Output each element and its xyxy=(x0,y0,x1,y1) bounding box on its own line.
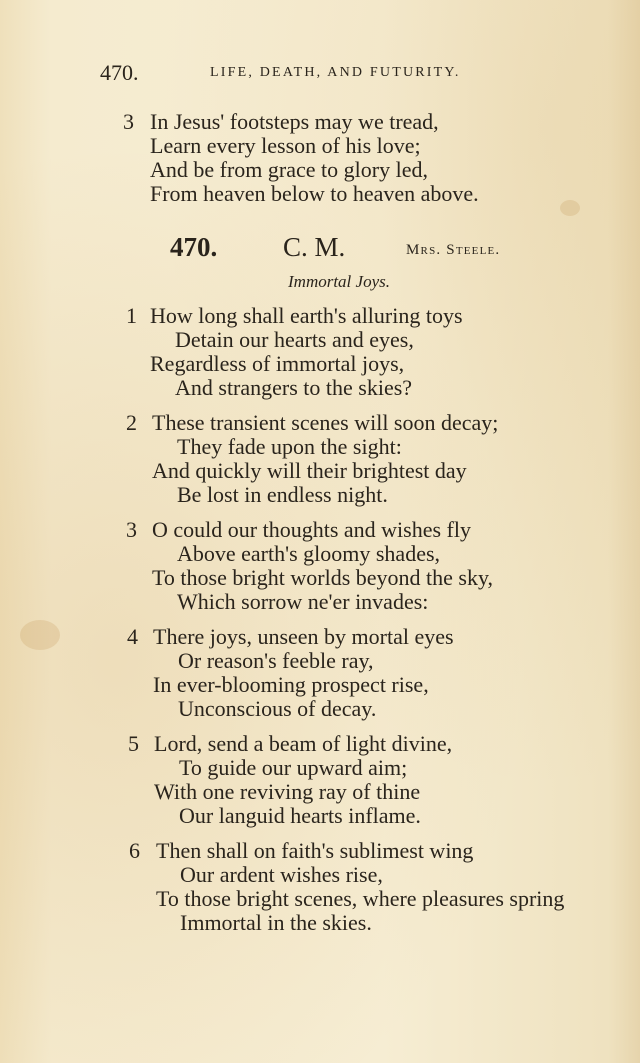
stanza-line: Learn every lesson of his love; xyxy=(150,133,421,158)
stanza-line: They fade upon the sight: xyxy=(177,434,402,459)
paper-stain xyxy=(20,620,60,650)
stanza-line: And quickly will their brightest day xyxy=(152,458,467,483)
stanza-line: There joys, unseen by mortal eyes xyxy=(153,624,454,649)
stanza-line: To those bright scenes, where pleasures spring xyxy=(156,886,565,911)
stanza-line: Our languid hearts inflame. xyxy=(179,803,421,828)
running-title: LIFE, DEATH, AND FUTURITY. xyxy=(210,65,461,80)
hymn-heading xyxy=(0,232,640,266)
stanza-line: Or reason's feeble ray, xyxy=(178,648,374,673)
stanza-line: O could our thoughts and wishes fly xyxy=(152,517,471,542)
stanza-number: 2 xyxy=(126,410,137,435)
stanza-line: How long shall earth's alluring toys xyxy=(150,303,463,328)
stanza-line: Our ardent wishes rise, xyxy=(180,862,383,887)
stanza-line: Then shall on faith's sublimest wing xyxy=(156,838,474,863)
hymn-title: Immortal Joys. xyxy=(288,272,390,291)
stanza-line: To those bright worlds beyond the sky, xyxy=(152,565,494,590)
stanza-line: Detain our hearts and eyes, xyxy=(175,327,414,352)
stanza-line: Above earth's gloomy shades, xyxy=(177,541,441,566)
stanza-line: Which sorrow ne'er invades: xyxy=(177,589,429,614)
stanza-line: And strangers to the skies? xyxy=(175,375,413,400)
stanza-number: 1 xyxy=(126,303,137,328)
paper-stain xyxy=(560,200,580,216)
stanza-line: In ever-blooming prospect rise, xyxy=(153,672,429,697)
stanza-line: Immortal in the skies. xyxy=(180,910,372,935)
hymn-number: 470. xyxy=(170,232,218,262)
page-header xyxy=(0,60,640,90)
stanza-number: 5 xyxy=(128,731,139,756)
stanza-line: Be lost in endless night. xyxy=(177,482,388,507)
stanza-line: Unconscious of decay. xyxy=(178,696,377,721)
stanza-number: 3 xyxy=(126,517,137,542)
stanza-line: With one reviving ray of thine xyxy=(154,779,421,804)
stanza-line: And be from grace to glory led, xyxy=(150,157,428,182)
stanza-line: Regardless of immortal joys, xyxy=(150,351,405,376)
stanza-line: These transient scenes will soon decay; xyxy=(152,410,499,435)
hymn-meter: C. M. xyxy=(283,232,346,262)
stanza-number: 4 xyxy=(127,624,138,649)
stanza-number: 3 xyxy=(123,109,134,134)
stanza-line: In Jesus' footsteps may we tread, xyxy=(150,109,439,134)
hymn-author: Mrs. Steele. xyxy=(406,242,501,258)
stanza-line: To guide our upward aim; xyxy=(179,755,408,780)
stanza-line: Lord, send a beam of light divine, xyxy=(154,731,453,756)
stanza-number: 6 xyxy=(129,838,140,863)
stanza-line: From heaven below to heaven above. xyxy=(150,181,479,206)
page-number: 470. xyxy=(100,60,139,85)
